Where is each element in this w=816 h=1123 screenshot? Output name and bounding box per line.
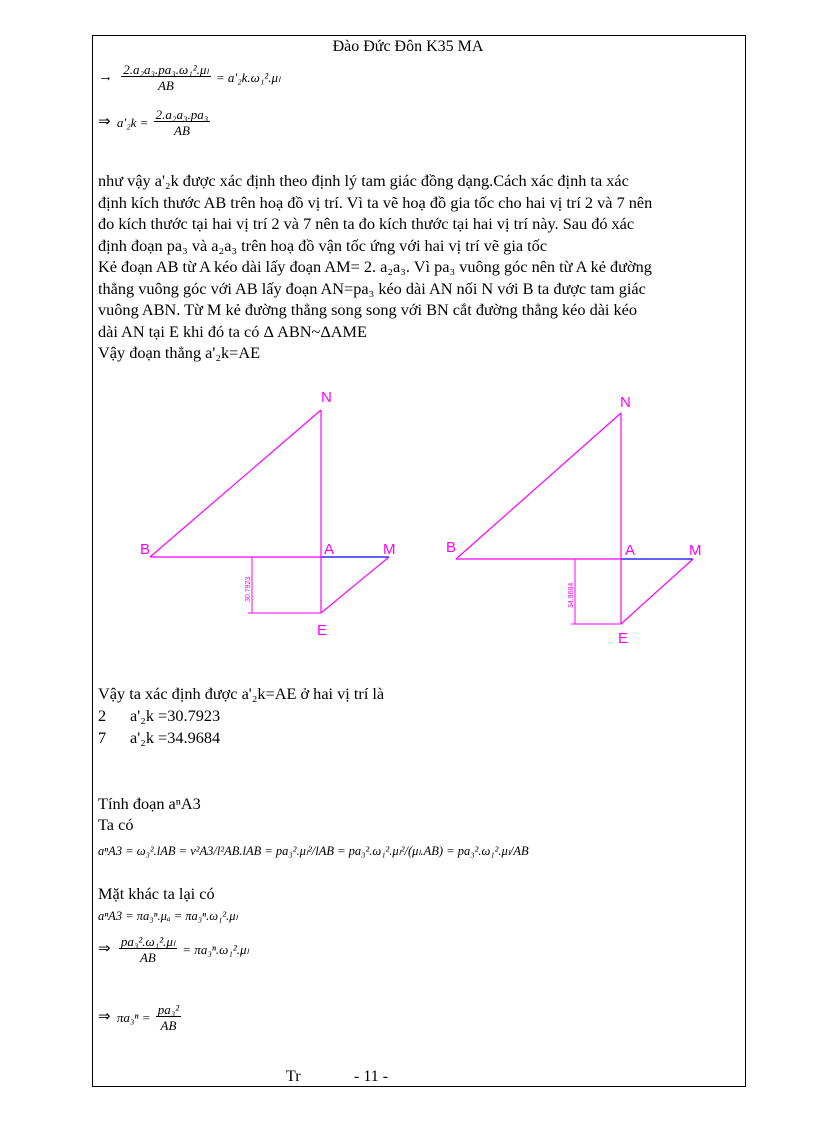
label-E: E [618,630,629,647]
eq5-numerator: pa₃².ω₁².μₗ [120,934,176,949]
label-M: M [689,542,702,559]
eq2-denominator: AB [174,123,190,138]
result-row [98,727,384,749]
dimension-label-7: 34.9684 [568,582,575,608]
segment-ME [321,557,389,613]
segment-ME [621,559,693,624]
eq5-rhs: = πa₃ⁿ.ω₁².μₗ [182,942,249,957]
paragraph-line: Kẻ đoạn AB từ A kéo dài lấy đoạn AM= 2. a₂a₃. Vì pa₃ vuông góc nên từ A kẻ đường [98,257,652,276]
paragraph-line: như vậy a'₂k được xác định theo định lý tam giác đồng dạng.Cách xác định ta xác [98,171,629,190]
paragraph-line: thẳng vuông góc với AB lấy đoạn AN=pa₃ kéo dài AN nối N với B ta được tam giác [98,278,646,298]
paragraph-line: Vậy đoạn thẳng a'₂k=AE [98,343,261,362]
label-E: E [317,622,328,639]
footer-tr: Tr [286,1068,301,1085]
label-B: B [140,541,151,558]
eq6-numerator: pa₃² [157,1002,180,1017]
equation-2: ⇒ a'₂k = $\frac{\text{2.a₂a₃.pa₃}}{AB}$ [98,107,209,138]
segment-BN [456,413,621,559]
label-M: M [383,541,396,558]
section-title: Tính đoạn aⁿA3 [98,794,201,813]
equation-4: aⁿA3 = πa₃ⁿ.μₐ = πa₃ⁿ.ω₁².μₗ [98,909,238,923]
eq1-denominator: AB [157,78,174,93]
paragraph-line: dài AN tại E khi đó ta có Δ ABN~ΔAME [98,321,367,341]
result-value: a'₂k =30.7923 [130,706,221,725]
result-row [98,705,384,727]
label-A: A [324,541,335,558]
page-header: Đào Đức Đôn K35 MA [332,38,484,55]
paragraph-line: định kích thước AB trên hoạ đồ vị trí. Vì ta vẽ hoạ đồ gia tốc cho hai vị trí 2 và 7 nên [98,192,653,212]
label-B: B [446,539,457,556]
result-position: 7 [98,728,107,747]
mat-khac-label: Mặt khác ta lại có [98,884,215,903]
explanation-paragraph [98,170,748,364]
diagram-position-7 [446,394,702,647]
eq6-lhs: πa₃ⁿ = [116,1010,151,1025]
segment-BN [150,410,321,557]
eq5-denominator: AB [139,950,156,965]
ta-co-label: Ta có [98,815,134,834]
diagram-position-2 [140,389,396,639]
results-intro: Vậy ta xác định được a'₂k=AE ở hai vị trí là [98,684,385,703]
eq1-numerator: 2.a₂a₃.pa₃.ω₁².μₗ [123,62,209,77]
paragraph-line: đo kích thước tại hai vị trí 2 và 7 nên ta đo kích thước tại hai vị trí này. Sau đó xác [98,214,635,233]
label-N: N [620,394,631,411]
eq1-rhs: = a'₂k.ω₁².μₗ [215,70,281,85]
equation-5: ⇒ $\frac{\text{pa₃².ω₁².μₗ}}{AB}$ = πa₃ⁿ.ω₁².μₗ [98,934,249,965]
equation-1: → $\frac{\text{2.a₂a₃.pa₃.ω₁².μₗ}}{AB}$ = a'₂k.ω₁².μₗ [98,62,281,93]
eq2-lhs: a'₂k = [116,115,149,130]
similar-triangles-diagram [92,380,732,660]
results-block [98,683,384,749]
label-A: A [625,542,636,559]
paragraph-line: định đoạn pa₃ và a₂a₃ trên hoạ đồ vận tốc ứng với hai vị trí vẽ gia tốc [98,235,548,255]
eq2-numerator: 2.a₂a₃.pa₃ [155,107,209,122]
equation-6: ⇒ πa₃ⁿ = $\frac{\text{pa₃²}}{AB}$ [98,1002,180,1033]
page-number: - 11 - [354,1068,389,1085]
result-position: 2 [98,706,107,725]
paragraph-line: vuông ABN. Từ M kẻ đường thẳng song song với BN cắt đường thẳng kéo dài kéo [98,300,638,319]
label-N: N [321,389,332,406]
eq6-denominator: AB [160,1018,177,1033]
equation-3: aⁿA3 = ω₃².lAB = v²A3/l²AB.lAB = pa₃².μₗ²/lAB = pa₃².ω₁².μₗ²/(μₗ.AB) = pa₃².ω₁².μₗ/AB [98,844,529,858]
dimension-label-2: 30.7923 [245,576,252,602]
result-value: a'₂k =34.9684 [130,728,221,747]
